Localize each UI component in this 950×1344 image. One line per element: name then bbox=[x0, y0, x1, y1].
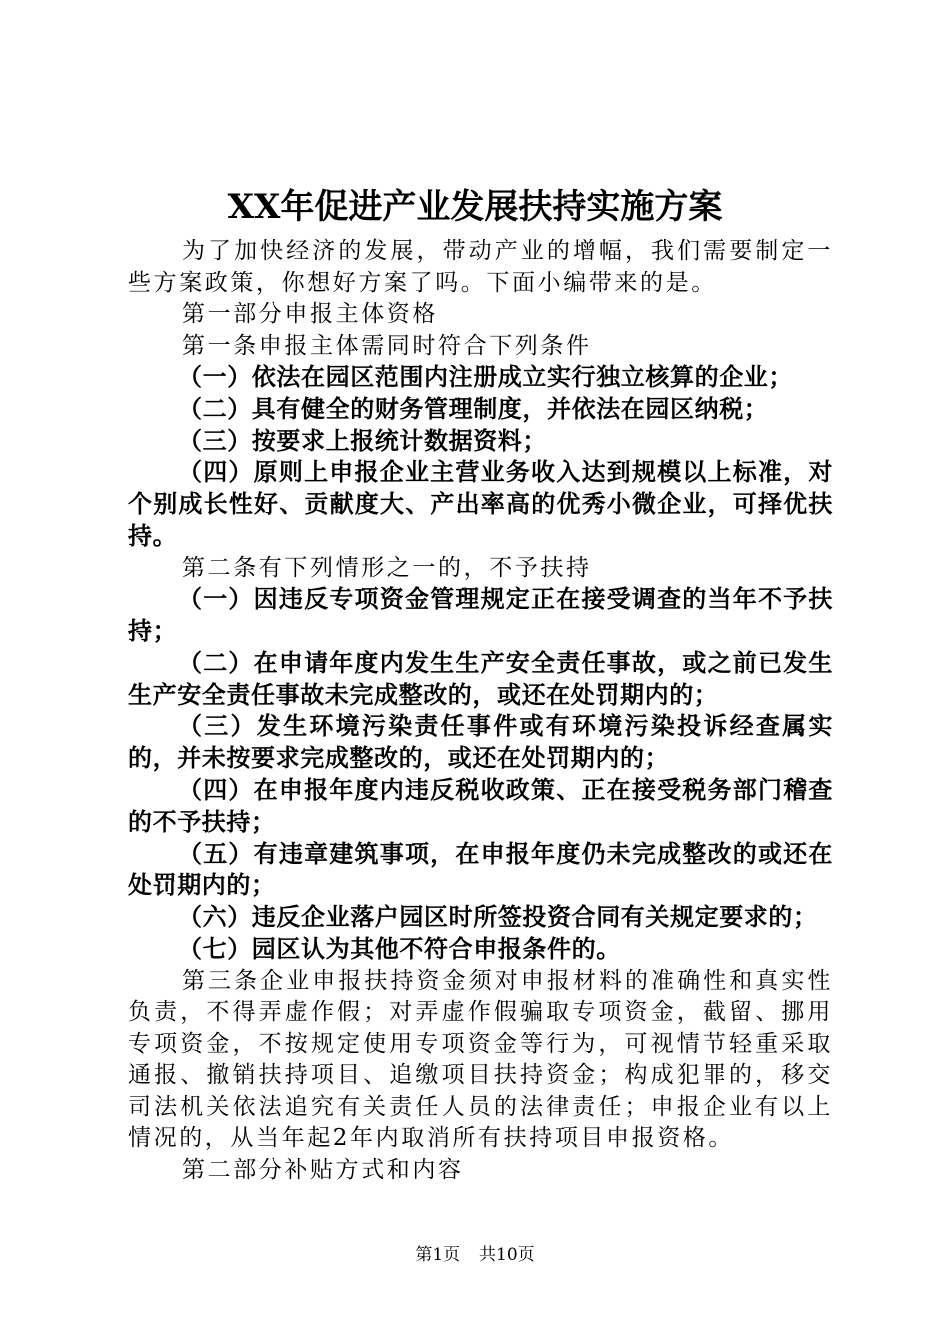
exclusion-item-7: （七）园区认为其他不符合申报条件的。 bbox=[178, 935, 621, 964]
intro-paragraph: 为了加快经济的发展，带动产业的增幅，我们需要制定一些方案政策，你想好方案了吗。下面小编带来的是。 bbox=[128, 238, 833, 296]
page-number: 第1页 bbox=[415, 1245, 461, 1265]
article-one-heading: 第一条申报主体需同时符合下列条件 bbox=[182, 332, 592, 359]
page-footer bbox=[0, 1244, 950, 1266]
exclusion-item-4: （四）在申报年度内违反税收政策、正在接受税务部门稽查的不予扶持； bbox=[128, 776, 833, 836]
exclusion-item-6: （六）违反企业落户园区时所签投资合同有关规定要求的； bbox=[178, 903, 818, 932]
condition-item-1: （一）依法在园区范围内注册成立实行独立核算的企业； bbox=[178, 363, 793, 391]
document-title: XX年促进产业发展扶持实施方案 bbox=[227, 187, 723, 227]
exclusion-item-5: （五）有违章建筑事项，在申报年度仍未完成整改的或还在处罚期内的； bbox=[128, 839, 833, 900]
condition-item-3: （三）按要求上报统计数据资料； bbox=[178, 426, 547, 455]
exclusion-item-2: （二）在申请年度内发生生产安全责任事故，或之前已发生生产安全责任事故未完成整改的，或还在处罚期内的； bbox=[128, 648, 833, 709]
document-body bbox=[128, 236, 833, 1186]
section-heading-part-two: 第二部分补贴方式和内容 bbox=[182, 1156, 464, 1183]
condition-item-2: （二）具有健全的财务管理制度，并依法在园区纳税； bbox=[178, 394, 769, 423]
exclusion-item-3: （三）发生环境污染责任事件或有环境污染投诉经查属实的，并未按要求完成整改的，或还在处罚期内的； bbox=[128, 712, 833, 773]
article-three-paragraph: 第三条企业申报扶持资金须对申报材料的准确性和真实性负责，不得弄虚作假；对弄虚作假骗取专项资金，截留、挪用专项资金，不按规定使用专项资金等行为，可视情节轻重采取通报、撤销扶持项目、追缴项目扶持资金；构成犯罪的，移交司法机关依法追究有关责任人员的法律责任；申报企业有以上情况的，从当年起2年内取消所有扶持项目申报资格。 bbox=[128, 967, 833, 1152]
page-total: 共10页 bbox=[479, 1245, 535, 1265]
article-two-heading: 第二条有下列情形之一的，不予扶持 bbox=[182, 554, 592, 581]
condition-item-4: （四）原则上申报企业主营业务收入达到规模以上标准，对个别成长性好、贡献度大、产出率高的优秀小微企业，可择优扶持。 bbox=[128, 458, 833, 550]
exclusion-item-1: （一）因违反专项资金管理规定正在接受调查的当年不予扶持； bbox=[128, 585, 833, 646]
section-heading-part-one: 第一部分申报主体资格 bbox=[182, 301, 438, 327]
